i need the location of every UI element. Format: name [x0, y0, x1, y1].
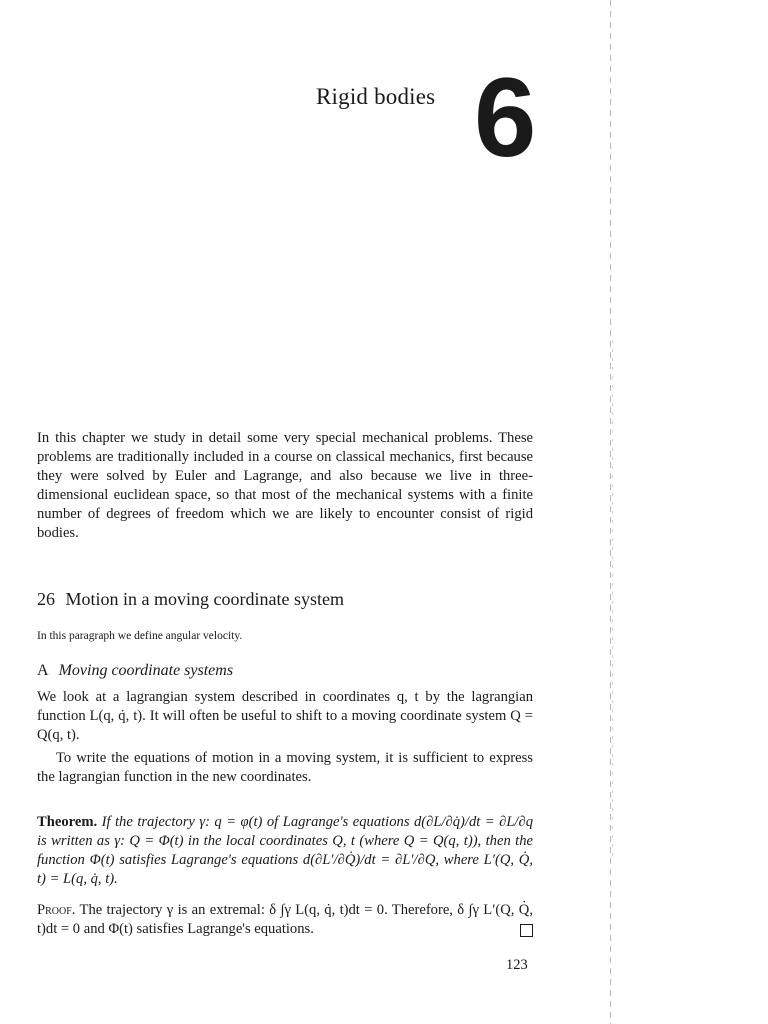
chapter-number: 6: [474, 55, 537, 180]
intro-paragraph: In this chapter we study in detail some very special mechanical problems. These problems are traditionally included in a course on classical mechanics, first because they were solved by Euler and Lagrange, and also because we live in three-dimensional euclidean space, so that most of the mechanical systems with a finite number of degrees of freedom which we are likely to encounter consist of rigid bodies.: [37, 430, 533, 541]
section-title: Motion in a moving coordinate system: [65, 589, 344, 609]
theorem-label: Theorem.: [37, 814, 98, 830]
subsection-letter: A: [37, 662, 49, 679]
section-heading: [37, 589, 344, 610]
proof-block: [37, 901, 533, 939]
body-paragraph-2: To write the equations of motion in a moving system, it is sufficient to express the lagrangian function in the new coordinates.: [37, 750, 533, 785]
section-number: 26: [37, 589, 55, 609]
chapter-title: Rigid bodies: [316, 84, 436, 109]
body-paragraph-1: We look at a lagrangian system described in coordinates q, t by the lagrangian function L(q, q̇, t). It will often be useful to shift to a moving coordinate system Q = Q(q, t).: [37, 689, 533, 743]
qed-square-icon: [520, 924, 533, 937]
scan-edge-line-secondary: [612, 340, 613, 860]
scan-edge-line: [610, 0, 611, 1024]
proof-label: Proof.: [37, 902, 76, 918]
subsection-heading: [37, 662, 233, 680]
section-note: In this paragraph we define angular velocity.: [37, 630, 243, 642]
page-number: 123: [506, 957, 528, 973]
theorem-statement: If the trajectory γ: q = φ(t) of Lagrange's equations d(∂L/∂q̇)/dt = ∂L/∂q is written as γ: Q = Φ(t) in the local coordinates Q, t (where Q = Q(q, t)), then the function Φ(t) satisfies Lagrange's equations d(∂L′/∂Q̇)/dt = ∂L′/∂Q, where L′(Q, Q̇, t) = L(q, q̇, t).: [37, 814, 533, 887]
proof-text: The trajectory γ is an extremal: δ ∫γ L(q, q̇, t)dt = 0. Therefore, δ ∫γ L′(Q, Q̇, t)dt = 0 and Φ(t) satisfies Lagrange's equations.: [37, 902, 533, 937]
subsection-title: Moving coordinate systems: [58, 662, 234, 679]
theorem-block: [37, 813, 533, 889]
